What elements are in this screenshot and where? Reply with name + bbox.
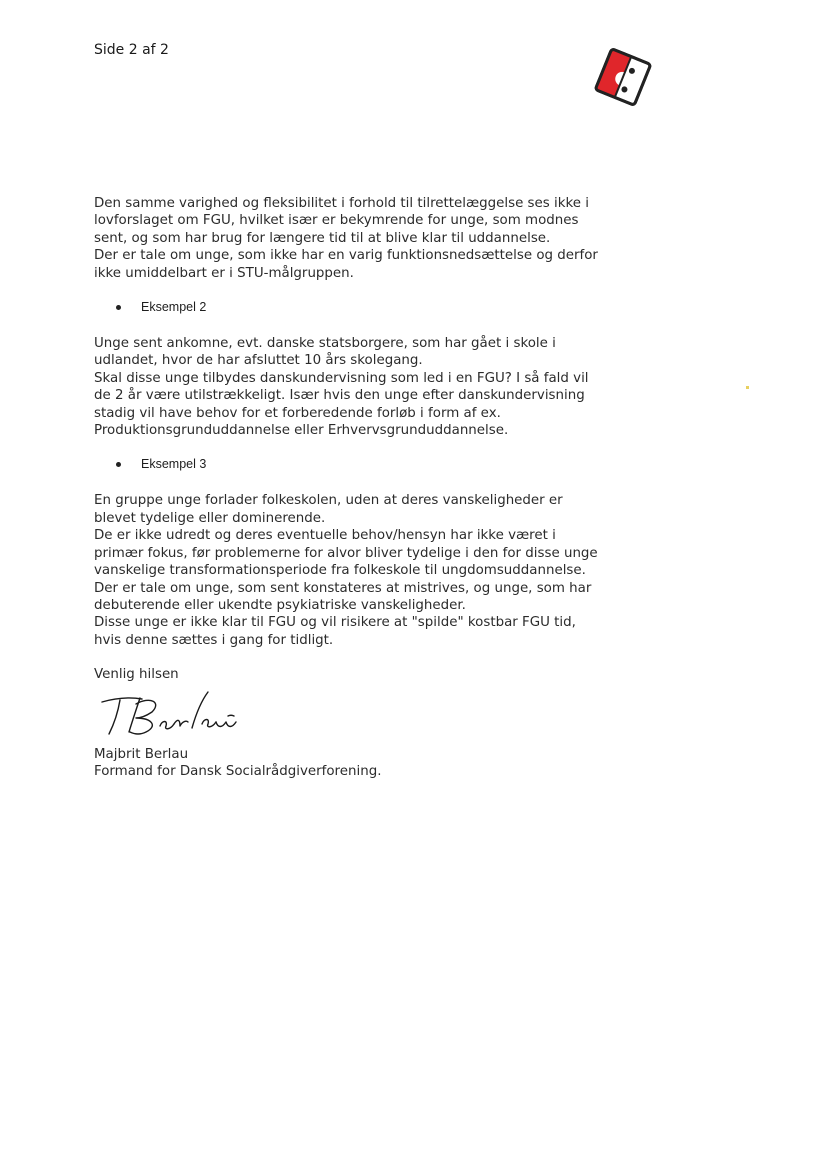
- text-line: Disse unge er ikke klar til FGU og vil risikere at "spilde" kostbar FGU tid,: [94, 615, 576, 631]
- paragraph-intro: [94, 195, 634, 282]
- closing-greeting: Venlig hilsen: [94, 667, 179, 683]
- text-line: blevet tydelige eller dominerende.: [94, 510, 326, 526]
- text-line: sent, og som har brug for længere tid til at blive klar til uddannelse.: [94, 230, 551, 246]
- text-line: debuterende eller ukendte psykiatriske vanskeligheder.: [94, 597, 466, 613]
- text-line: de 2 år være utilstrækkeligt. Især hvis den unge efter danskundervisning: [94, 388, 585, 404]
- scan-speck: [746, 386, 749, 389]
- paragraph-example-3: [94, 492, 634, 649]
- text-line: Der er tale om unge, som sent konstateres at mistrives, og unge, som har: [94, 580, 592, 596]
- text-line: Unge sent ankomne, evt. danske statsborgere, som har gået i skole i: [94, 336, 556, 352]
- text-line: ikke umiddelbart er i STU-målgruppen.: [94, 265, 354, 281]
- text-line: lovforslaget om FGU, hvilket især er bekymrende for unge, som modnes: [94, 213, 579, 229]
- example-3-label: Eksempel 3: [141, 457, 207, 472]
- handwritten-signature-icon: [96, 688, 248, 740]
- text-line: De er ikke udredt og deres eventuelle behov/hensyn har ikke været i: [94, 528, 556, 544]
- signer-title: Formand for Dansk Socialrådgiverforening.: [94, 763, 382, 779]
- example-2-heading: [116, 299, 634, 316]
- bullet-icon: [116, 462, 121, 467]
- example-2-label: Eksempel 2: [141, 299, 207, 314]
- signer-name: Majbrit Berlau: [94, 746, 189, 762]
- text-line: Produktionsgrunduddannelse eller Erhvervsgrunduddannelse.: [94, 423, 509, 439]
- page-number: Side 2 af 2: [94, 42, 169, 58]
- text-line: hvis denne sættes i gang for tidligt.: [94, 632, 334, 648]
- text-line: Der er tale om unge, som ikke har en varig funktionsnedsættelse og derfor: [94, 248, 598, 264]
- text-line: vanskelige transformationsperiode fra folkeskole til ungdomsuddannelse.: [94, 563, 586, 579]
- bullet-icon: [116, 305, 121, 310]
- text-line: Den samme varighed og fleksibilitet i forhold til tilrettelæggelse ses ikke i: [94, 196, 589, 211]
- text-line: primær fokus, før problemerne for alvor bliver tydelige i den for disse unge: [94, 545, 598, 561]
- text-line: Skal disse unge tilbydes danskundervisning som led i en FGU? I så fald vil: [94, 370, 589, 386]
- organisation-logo-icon: [592, 46, 654, 108]
- text-line: En gruppe unge forlader folkeskolen, uden at deres vanskeligheder er: [94, 493, 563, 509]
- text-line: udlandet, hvor de har afsluttet 10 års skolegang.: [94, 353, 423, 369]
- paragraph-example-2: [94, 335, 634, 439]
- text-line: stadig vil have behov for et forberedende forløb i form af ex.: [94, 405, 501, 421]
- letter-body: [94, 195, 634, 780]
- example-3-heading: [116, 456, 634, 473]
